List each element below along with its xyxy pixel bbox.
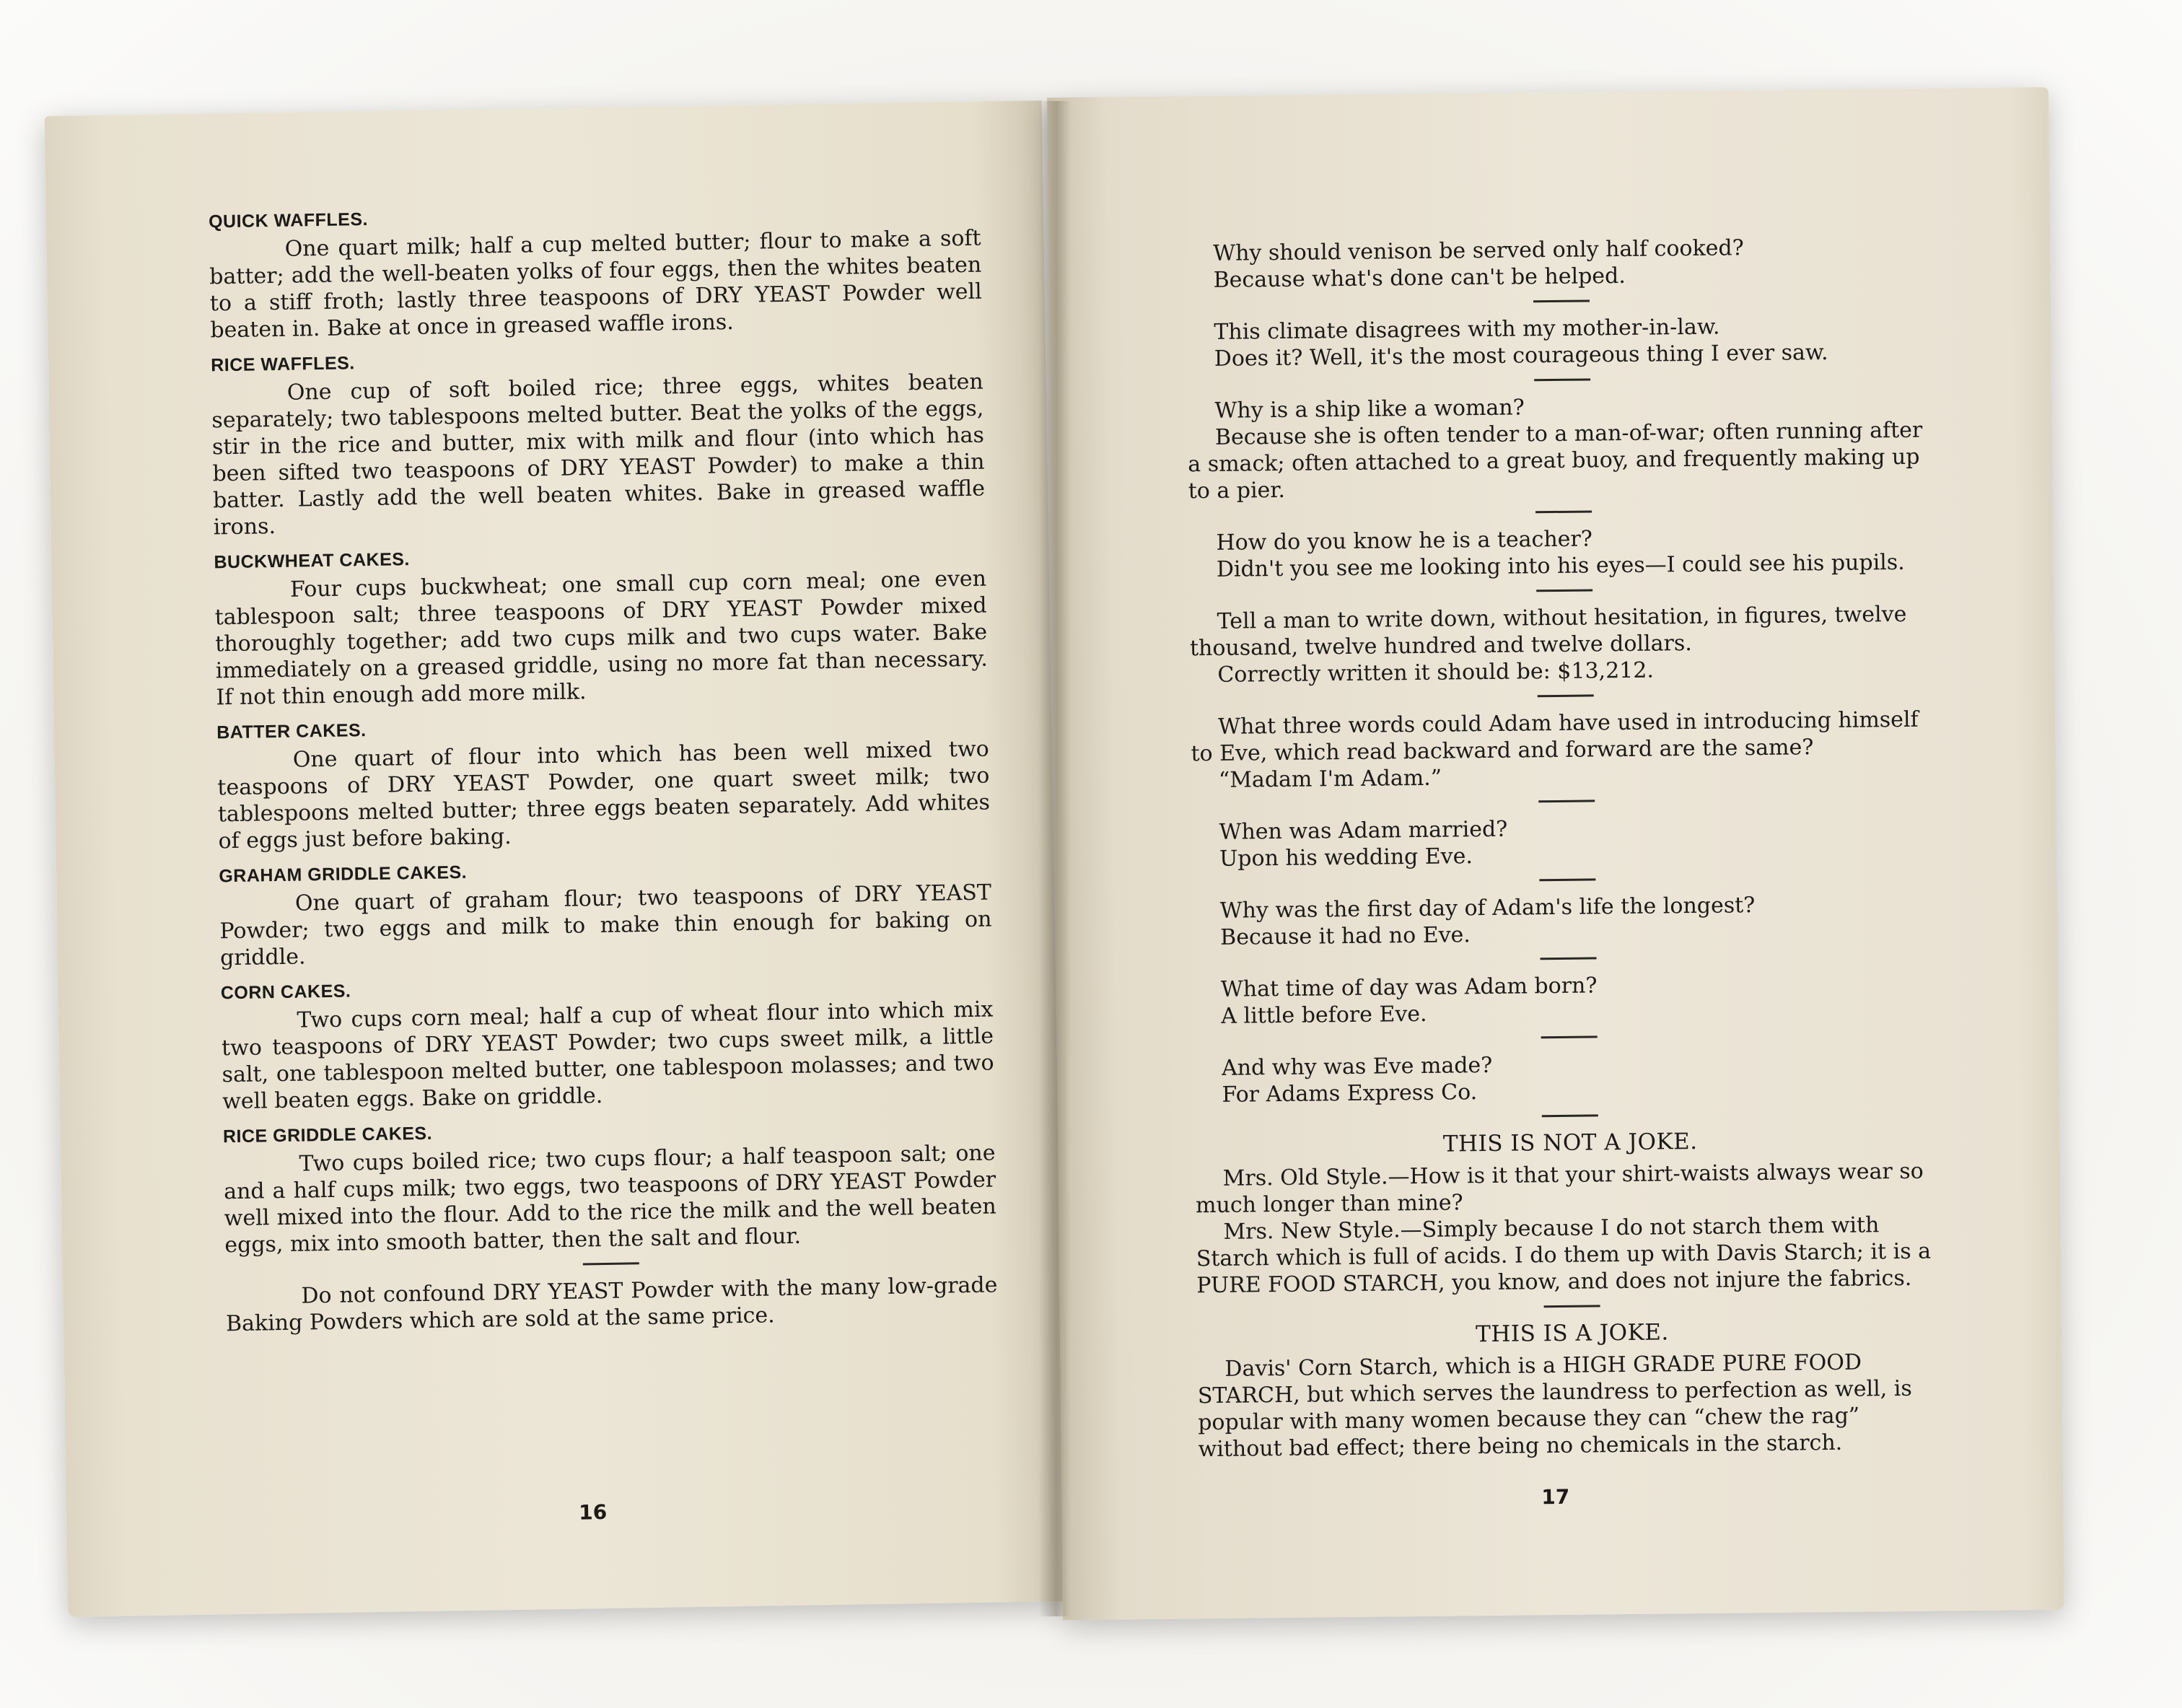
recipe-graham-griddle-cakes [219, 854, 992, 972]
section-a-joke [1197, 1316, 1949, 1463]
page-number: 17 [1541, 1484, 1570, 1510]
joke-answer: Because it had no Eve. [1220, 922, 1471, 950]
joke-question: And why was Eve made? [1221, 1052, 1493, 1081]
recipe-text: One quart of flour into which has been well mixed two teaspoons of DRY YEAST Powder, one quart sweet milk; two tablespoons melted butter; three eggs beaten separately. Add whites of eggs just before baking. [217, 736, 991, 854]
joke-question: How do you know he is a teacher? [1216, 526, 1593, 556]
joke-answer: Didn't you see me looking into his eyes—I could see his pupils. [1216, 549, 1905, 582]
page-number: 16 [578, 1499, 608, 1525]
divider-rule [1534, 378, 1590, 381]
recipe-text: One cup of soft boiled rice; three eggs, whites beaten separately; two tablespoons melted butter. Beat the yolks of the eggs, stir in the rice and butter, mix with milk and flour (into which has been sifted two teaspoons of DRY YEAST Powder) to make a thin batter. Lastly add the well beaten whites. Bake in greased waffle irons. [211, 369, 986, 540]
right-page-content [1186, 232, 1949, 1463]
divider-rule [1533, 299, 1590, 302]
recipe-title: GRAHAM GRIDDLE CAKES. [219, 862, 468, 887]
joke-question: This climate disagrees with my mother-in-law. [1214, 314, 1720, 345]
divider-rule [1538, 694, 1594, 697]
joke-teacher [1188, 522, 1940, 583]
recipe-title: CORN CAKES. [220, 981, 351, 1004]
recipe-title: RICE WAFFLES. [210, 353, 355, 376]
divider-rule [1536, 589, 1592, 592]
section-heading: THIS IS NOT A JOKE. [1442, 1128, 1698, 1157]
joke-married [1191, 811, 1942, 872]
divider-rule [1539, 878, 1595, 881]
joke-answer: A little before Eve. [1221, 1001, 1427, 1029]
joke-madam [1191, 706, 1942, 794]
recipe-rice-waffles [211, 343, 986, 541]
joke-answer: For Adams Express Co. [1222, 1079, 1478, 1108]
recipe-buckwheat-cakes [214, 540, 988, 711]
recipe-batter-cakes [216, 711, 991, 855]
dialogue-line: Mrs. Old Style.—How is it that your shirt-waists always wear so much longer than mine? [1195, 1158, 1924, 1219]
recipe-text: One quart milk; half a cup melted butter; flour to make a soft batter; add the well-beaten yolks of four eggs, then the whites beaten to a stiff froth; lastly three teaspoons of DRY YEAST Powder well beaten in. Bake at once in greased waffle irons. [209, 225, 983, 343]
recipe-corn-cakes [221, 971, 995, 1115]
recipe-title: RICE GRIDDLE CAKES. [222, 1123, 433, 1147]
joke-answer: Does it? Well, it's the most courageous thing I ever saw. [1214, 340, 1828, 372]
joke-question: Why is a ship like a woman? [1214, 395, 1525, 424]
footnote-text: Do not confound DRY YEAST Powder with the many low-grade Baking Powders which are sold at the same price. [225, 1272, 998, 1337]
section-heading: THIS IS A JOKE. [1475, 1319, 1669, 1348]
joke-first-day [1193, 890, 1944, 951]
divider-rule [1542, 1114, 1598, 1117]
joke-question: Why was the first day of Adam's life the longest? [1219, 893, 1756, 924]
joke-born [1193, 968, 1945, 1030]
book-spine [1039, 101, 1071, 1616]
left-page [45, 100, 1066, 1616]
divider-rule [1541, 1035, 1598, 1038]
joke-ship [1187, 390, 1938, 504]
divider-rule [1541, 957, 1597, 960]
recipe-title: BATTER CAKES. [216, 720, 367, 743]
joke-figures [1189, 600, 1940, 688]
recipe-rice-griddle-cakes [223, 1114, 997, 1258]
recipe-quick-waffles [209, 200, 983, 344]
joke-climate [1186, 311, 1937, 372]
joke-eve-made [1194, 1047, 1945, 1108]
joke-answer: Because what's done can't be helped. [1213, 263, 1626, 293]
left-page-content [209, 188, 999, 1338]
section-not-a-joke [1195, 1126, 1947, 1299]
recipe-title: QUICK WAFFLES. [208, 209, 369, 232]
joke-answer: Because she is often tender to a man-of-war; often running after a smack; often attached to a great buoy, and frequently making up to a pier. [1188, 417, 1923, 504]
recipe-title: BUCKWHEAT CAKES. [214, 549, 411, 573]
joke-answer: Upon his wedding Eve. [1219, 844, 1473, 872]
divider-rule [583, 1262, 639, 1265]
divider-rule [1538, 800, 1595, 802]
footnote [225, 1271, 998, 1337]
divider-rule [1535, 510, 1592, 513]
joke-question: Tell a man to write down, without hesitation, in figures, twelve thousand, twelve hundred and twelve dollars. [1189, 601, 1907, 662]
joke-question: What three words could Adam have used in introducing himself to Eve, which read backward and forward are the same? [1191, 706, 1919, 767]
divider-rule [1544, 1305, 1600, 1308]
recipe-text: Four cups buckwheat; one small cup corn meal; one even tablespoon salt; three teaspoons of DRY YEAST Powder mixed thoroughly together; add two cups milk and two cups water. Bake immediately on a greased griddle, using no more fat than necessary. If not thin enough add more milk. [214, 566, 988, 711]
dialogue-line: Mrs. New Style.—Simply because I do not starch them with Starch which is full of acids. I do them up with Davis Starch; it is a PURE FOOD STARCH, you know, and does not injure the fabrics. [1196, 1212, 1932, 1299]
joke-venison [1186, 232, 1937, 294]
joke-answer: Correctly written it should be: $13,212. [1217, 657, 1655, 688]
joke-question: Why should venison be served only half cooked? [1213, 235, 1744, 266]
recipe-text: Two cups boiled rice; two cups flour; a half teaspoon salt; one and a half cups milk; two eggs, two teaspoons of DRY YEAST Powder well mixed into the flour. Add to the rice the milk and the well beaten eggs, mix into smooth batter, then the salt and flour. [223, 1140, 996, 1258]
recipe-text: Two cups corn meal; half a cup of wheat flour into which mix two teaspoons of DRY YEAST Powder; two cups sweet milk, a little salt, one tablespoon melted butter, one tablespoon molasses; and two well beaten eggs. Bake on griddle. [221, 997, 994, 1115]
recipe-text: One quart of graham flour; two teaspoons of DRY YEAST Powder; two eggs and milk to make thin enough for baking on griddle. [219, 880, 992, 971]
joke-question: What time of day was Adam born? [1220, 973, 1598, 1002]
section-text: Davis' Corn Starch, which is a HIGH GRADE PURE FOOD STARCH, but which serves the laundress to perfection as well, is popular with many women because they can “chew the rag” without bad effect; there being no chemicals in the starch. [1197, 1349, 1912, 1463]
joke-answer: “Madam I'm Adam.” [1218, 765, 1442, 793]
joke-question: When was Adam married? [1219, 816, 1508, 845]
right-page [1047, 87, 2064, 1620]
